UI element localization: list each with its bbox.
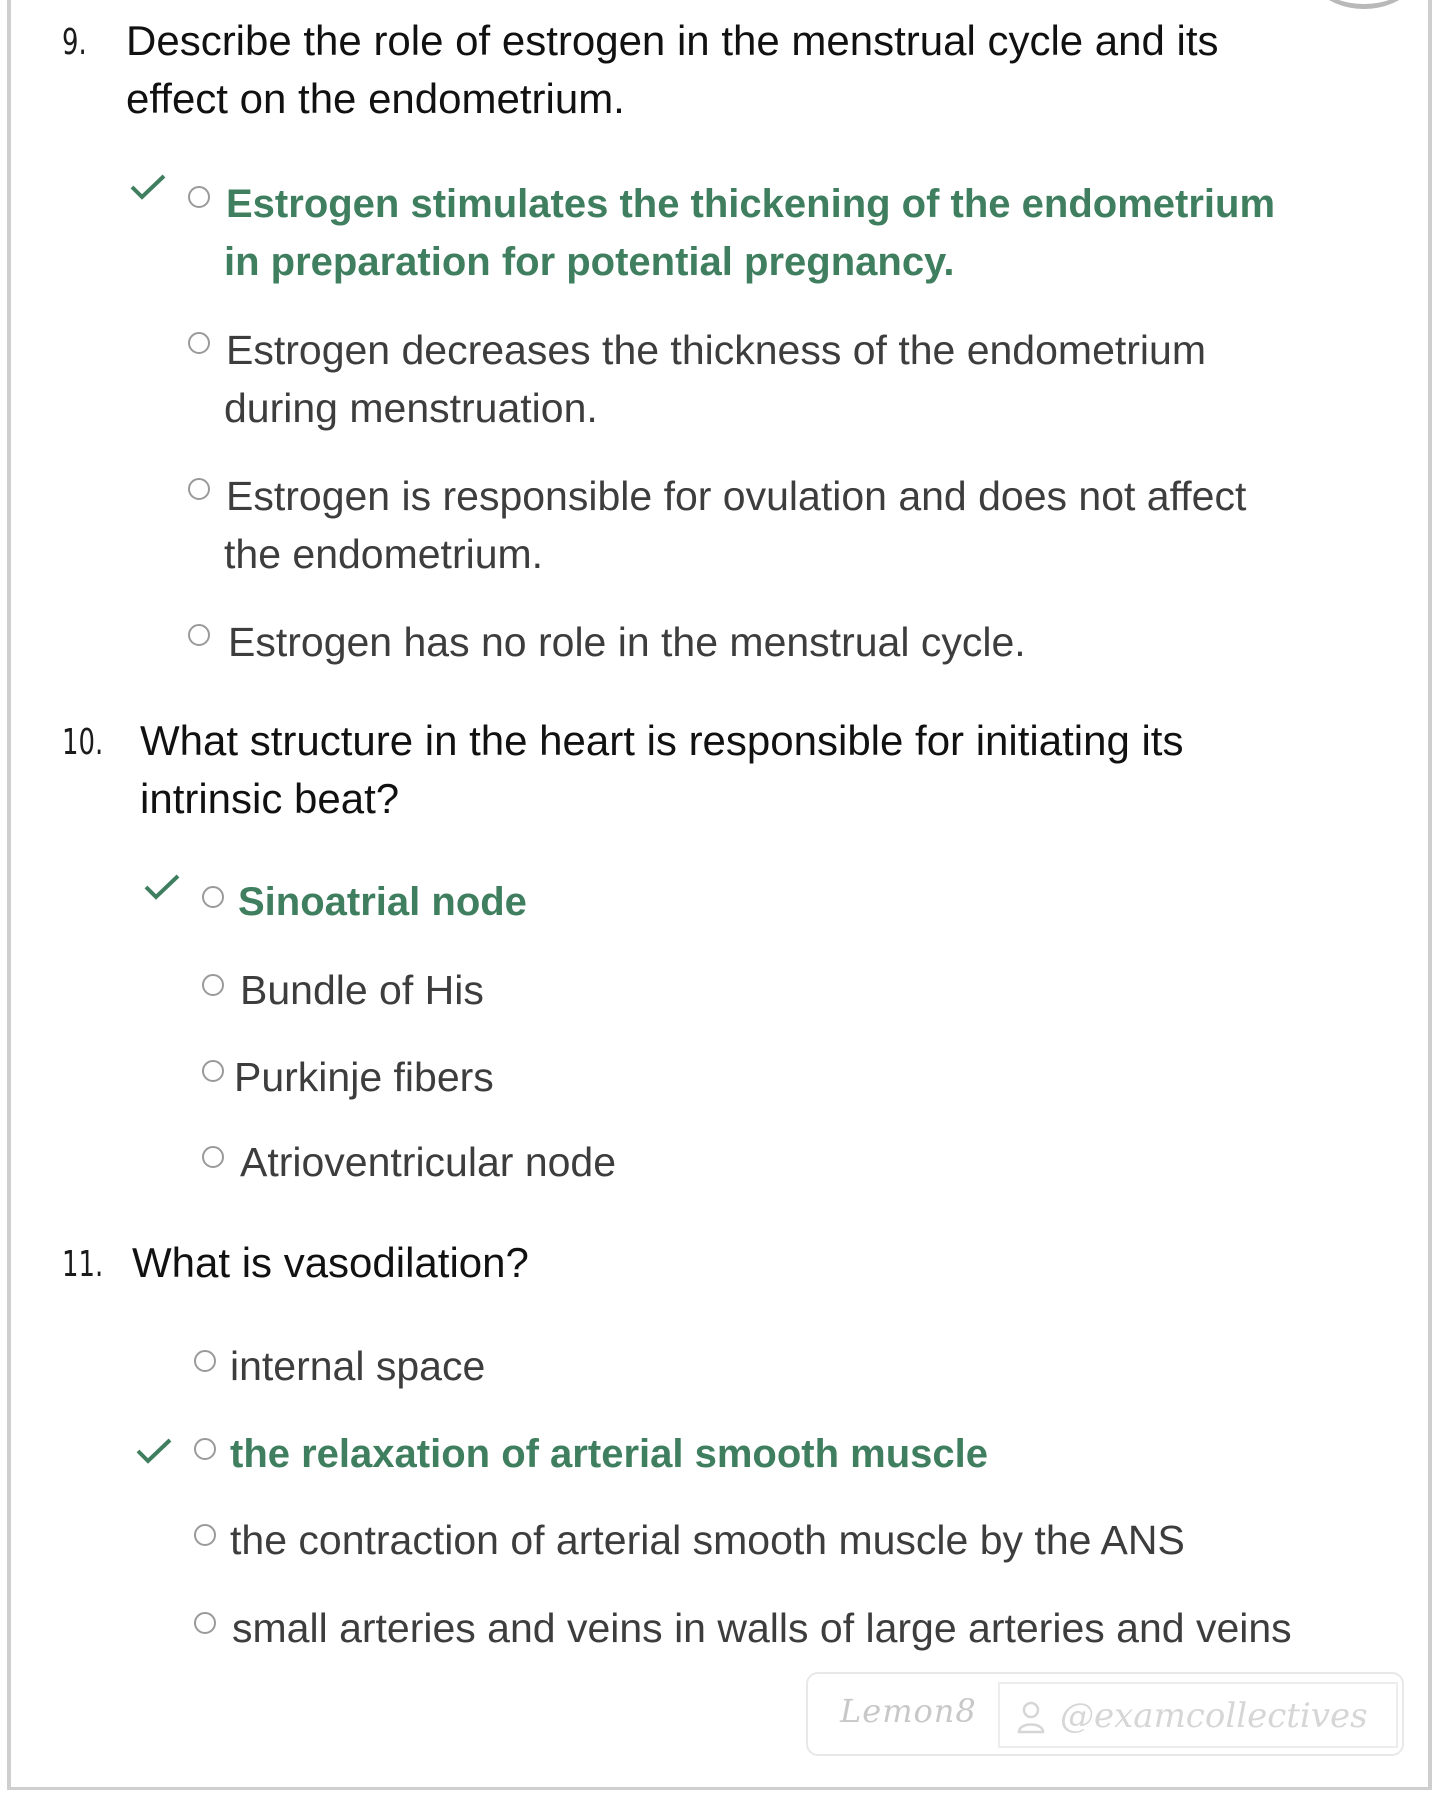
check-icon [128,172,168,202]
watermark-handle: @examcollectives [1060,1696,1368,1736]
radio-circle-icon[interactable] [188,624,210,646]
option-text-line[interactable]: in preparation for potential pregnancy. [224,240,955,284]
option-text-line[interactable]: internal space [230,1343,486,1389]
radio-circle-icon[interactable] [188,478,210,500]
radio-circle-icon[interactable] [188,332,210,354]
radio-circle-icon[interactable] [202,1146,224,1168]
watermark-handle-box [998,1682,1398,1748]
check-icon [142,872,182,902]
radio-circle-icon[interactable] [202,886,224,908]
option-text-line[interactable]: the relaxation of arterial smooth muscle [230,1432,988,1476]
radio-circle-icon[interactable] [194,1438,216,1460]
question-number: 11. [62,1244,104,1285]
question-text-line: Describe the role of estrogen in the menstrual cycle and its [126,17,1219,64]
radio-circle-icon[interactable] [194,1350,216,1372]
option-text-line[interactable]: Purkinje fibers [234,1054,494,1100]
option-text-line[interactable]: small arteries and veins in walls of large arteries and veins [232,1605,1292,1651]
radio-circle-icon[interactable] [194,1612,216,1634]
question-text-line: intrinsic beat? [140,775,400,822]
option-text-line[interactable]: Estrogen decreases the thickness of the endometrium [226,327,1206,373]
option-text-line[interactable]: Estrogen is responsible for ovulation and does not affect [226,473,1247,519]
question-text-line: What is vasodilation? [132,1239,529,1286]
option-text-line[interactable]: Atrioventricular node [240,1139,617,1185]
user-icon [1016,1700,1046,1734]
question-number: 10. [62,722,104,763]
option-text-line[interactable]: Sinoatrial node [238,880,527,924]
option-text-line[interactable]: Bundle of His [240,967,484,1013]
watermark [806,1672,1404,1756]
option-text-line[interactable]: Estrogen stimulates the thickening of the endometrium [226,182,1276,226]
option-text-line[interactable]: Estrogen has no role in the menstrual cycle. [228,619,1026,665]
check-icon [134,1436,174,1466]
question-text-line: effect on the endometrium. [126,75,625,122]
question-text-line: What structure in the heart is responsible for initiating its [140,717,1184,764]
option-text-line[interactable]: the endometrium. [224,531,544,577]
radio-circle-icon[interactable] [202,974,224,996]
question-number: 9. [62,22,87,63]
radio-circle-icon[interactable] [202,1060,224,1082]
radio-circle-icon[interactable] [188,186,210,208]
watermark-logo: Lemon8 [840,1692,977,1730]
option-text-line[interactable]: during menstruation. [224,385,598,431]
option-text-line[interactable]: the contraction of arterial smooth muscle by the ANS [230,1517,1185,1563]
radio-circle-icon[interactable] [194,1524,216,1546]
